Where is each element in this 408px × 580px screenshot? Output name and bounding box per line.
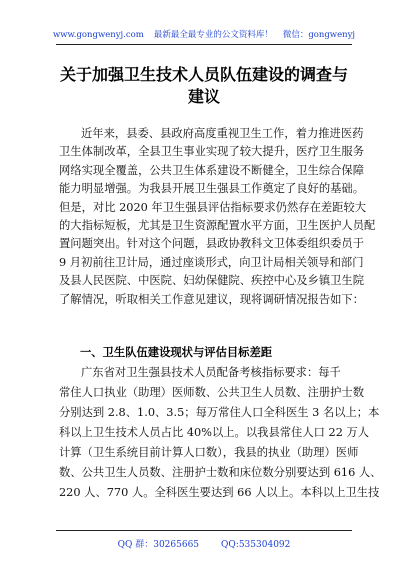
paragraph-1-line: 近年来，县委、县政府高度重视卫生工作，着力推进医药 (81, 127, 364, 140)
header-wechat: 微信：gongwenyj (282, 30, 356, 40)
paragraph-1-line: 9 月初前往卫计局，通过座谈形式，向卫计局相关领导和部门 (59, 255, 364, 269)
header-divider (56, 44, 352, 45)
paragraph-2-line: 计算（卫生系统目前计算人口数），我县的执业（助理）医师 (59, 446, 359, 459)
paragraph-1 (59, 125, 376, 309)
paragraph-1-line: 网络实现全覆盖，公共卫生体系建设不断健全，卫生综合保障 (59, 163, 365, 177)
section-heading: 一、卫生队伍建设现状与评估目标差距 (80, 346, 273, 359)
document-title (60, 64, 348, 108)
title-line-2: 建议 (187, 87, 220, 106)
footer-divider (56, 530, 352, 531)
paragraph-1-line: 但是，对比 2020 年卫生强县评估指标要求仍然存在差距较大 (59, 200, 367, 214)
paragraph-2-line: 广东省对卫生强县技术人员配备考核指标要求：每千 (81, 366, 341, 379)
footer-qq: QQ:535304092 (221, 540, 291, 550)
page-footer (0, 537, 408, 550)
paragraph-2-line: 分别达到 2.8、1.0、3.5；每万常住人口全科医生 3 名以上；本 (59, 406, 380, 419)
paragraph-2-line: 220 人、770 人。全科医生要达到 66 人以上。本科以上卫生技 (59, 486, 380, 499)
paragraph-1-line: 及县人民医院、中医院、妇幼保健院、疾控中心及乡镇卫生院 (59, 274, 365, 288)
paragraph-2-line: 常住人口执业（助理）医师数、公共卫生人员数、注册护士数 (59, 386, 365, 399)
header-site-link[interactable]: www.gongwenyj.com (52, 30, 144, 40)
paragraph-2-line: 数、公共卫生人员数、注册护士数和床位数分别要达到 616 人、 (59, 466, 382, 479)
paragraph-2-line: 科以上卫生技术人员占比 40%以上。以我县常住人口 22 万人 (59, 426, 370, 439)
paragraph-1-line: 能力明显增强。为我县开展卫生强县工作奠定了良好的基础。 (59, 182, 365, 196)
title-line-1: 关于加强卫生技术人员队伍建设的调查与 (60, 65, 349, 84)
footer-qq-group: QQ 群：30265665 (117, 540, 200, 550)
paragraph-1-line: 了解情况，听取相关工作意见建议，现将调研情况报告如下： (59, 292, 365, 306)
page-header (0, 28, 408, 40)
paragraph-1-line: 卫生体制改革，全县卫生事业实现了较大提升，医疗卫生服务 (59, 145, 365, 159)
paragraph-2 (59, 363, 382, 503)
paragraph-1-line: 置问题突出。针对这个问题，县政协教科文卫体委组织委员于 (59, 237, 365, 251)
header-slogan: 最新最全最专业的公文资料库！ (153, 30, 273, 40)
paragraph-1-line: 的大指标短板，尤其是卫生资源配置水平方面，卫生医护人员配 (59, 219, 376, 233)
